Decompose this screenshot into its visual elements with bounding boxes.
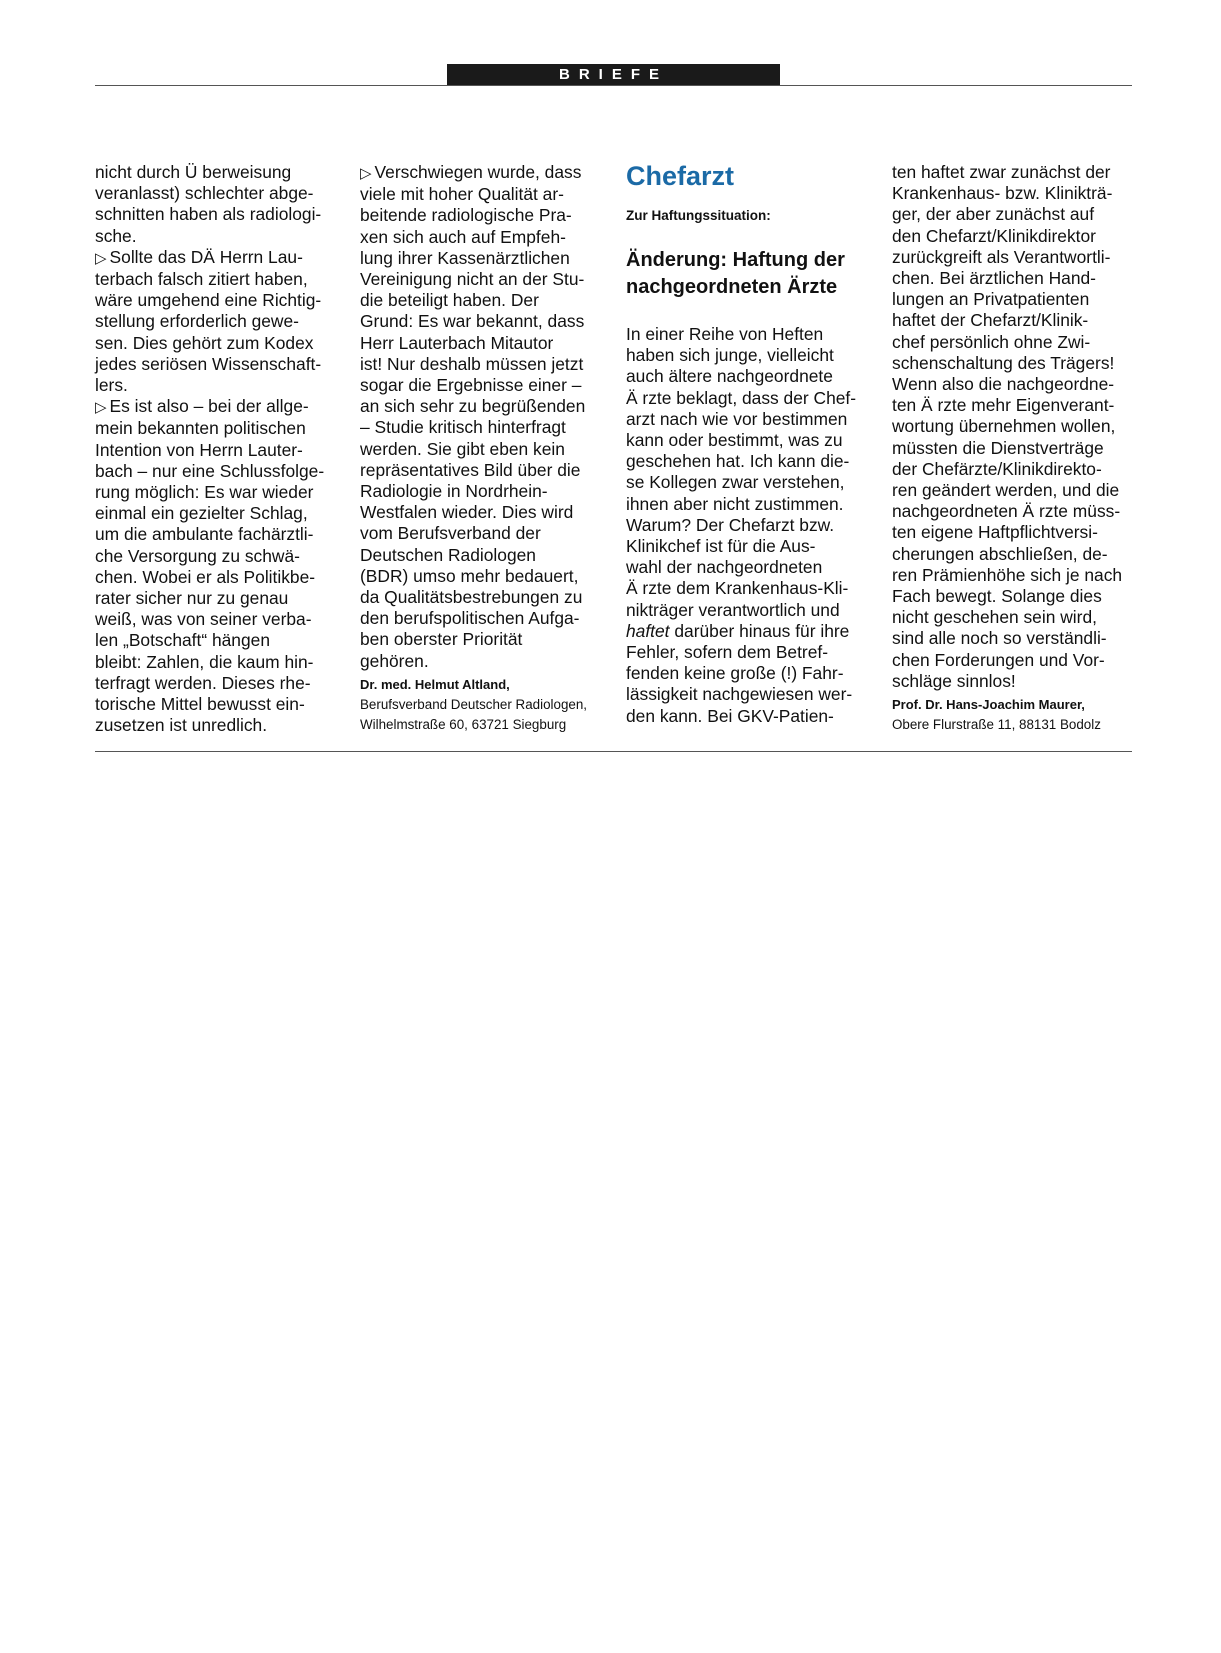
text-line: torische Mittel bewusst ein- xyxy=(95,694,305,715)
text-line: nicht geschehen sein wird, xyxy=(892,607,1097,628)
text-line: den berufspolitischen Aufga- xyxy=(360,608,580,629)
text-line: chen. Wobei er als Politikbe- xyxy=(95,566,316,587)
text-line: se Kollegen zwar verstehen, xyxy=(626,472,845,493)
text-line: an sich sehr zu begrüßenden xyxy=(360,396,586,417)
text-line: mein bekannten politischen xyxy=(95,418,306,439)
column-3 xyxy=(626,162,871,727)
bullet-line xyxy=(360,162,605,184)
text-line: Klinikchef ist für die Aus- xyxy=(626,536,816,557)
bullet-line xyxy=(95,396,340,418)
text-line: Wenn also die nachgeordne- xyxy=(892,374,1115,395)
text-line: haftet der Chefarzt/Klinik- xyxy=(892,310,1089,331)
italic-word: haftet xyxy=(626,620,670,641)
text-line: ren Prämienhöhe sich je nach xyxy=(892,564,1123,585)
bullet-line xyxy=(95,247,340,269)
text-line: nicht durch Ü berweisung xyxy=(95,162,292,182)
text-line: Warum? Der Chefarzt bzw. xyxy=(626,514,835,535)
text-line: viele mit hoher Qualität ar- xyxy=(360,184,564,205)
text-line: xen sich auch auf Empfeh- xyxy=(360,226,566,247)
text-line: stellung erforderlich gewe- xyxy=(95,311,299,332)
text-line: lung ihrer Kassenärztlichen xyxy=(360,247,570,268)
text-line: bach – nur eine Schlussfolge- xyxy=(95,460,325,481)
text-line: chen. Bei ärztlichen Hand- xyxy=(892,268,1096,289)
signature-address: Berufsverband Deutscher Radiologen, xyxy=(360,696,588,712)
text-line: rater sicher nur zu genau xyxy=(95,588,289,609)
text-line: müssten die Dienstverträge xyxy=(892,437,1104,458)
text-line: geschehen hat. Ich kann die- xyxy=(626,451,850,472)
text-line: den kann. Bei GKV-Patien- xyxy=(626,705,834,726)
text-line: ben oberster Priorität xyxy=(360,629,523,650)
text-line: ihnen aber nicht zustimmen. xyxy=(626,493,844,514)
header-rule xyxy=(95,85,1132,86)
text-line: zurückgreift als Verantwortli- xyxy=(892,246,1111,267)
text-line: vom Berufsverband der xyxy=(360,523,541,544)
text-line: Radiologie in Nordrhein- xyxy=(360,481,548,502)
text-line: arzt nach wie vor bestimmen xyxy=(626,408,848,429)
footer-rule xyxy=(95,751,1132,752)
text-line: Fach bewegt. Solange dies xyxy=(892,586,1102,607)
text-line: ten eigene Haftpflichtversi- xyxy=(892,522,1098,543)
text-line: Deutschen Radiologen xyxy=(360,544,536,565)
text-line: (BDR) umso mehr bedauert, xyxy=(360,565,579,586)
text-line: veranlasst) schlechter abge- xyxy=(95,183,314,204)
subrubric: Zur Haftungssituation: xyxy=(626,208,771,223)
text-line: haben sich junge, vielleicht xyxy=(626,345,834,366)
text-line: cherungen abschließen, de- xyxy=(892,543,1108,564)
signature-name: Dr. med. Helmut Altland, xyxy=(360,676,510,692)
text-line: schenschaltung des Trägers! xyxy=(892,352,1115,373)
letter-headline xyxy=(626,247,871,301)
signature-address: Wilhelmstraße 60, 63721 Siegburg xyxy=(360,717,567,733)
text-line: ten haftet zwar zunächst der xyxy=(892,162,1111,182)
triangle-bullet-icon: ▷ xyxy=(360,165,372,182)
text-line: Ä rzte beklagt, dass der Chef- xyxy=(626,387,857,408)
text-line: terbach falsch zitiert haben, xyxy=(95,269,308,290)
text-line: – Studie kritisch hinterfragt xyxy=(360,417,566,438)
signature-name: Prof. Dr. Hans-Joachim Maurer, xyxy=(892,697,1085,713)
column-2 xyxy=(360,162,605,736)
triangle-bullet-icon: ▷ xyxy=(95,249,107,267)
text-line: chen Forderungen und Vor- xyxy=(892,649,1105,670)
text-line: der Chefärzte/Klinikdirekto- xyxy=(892,458,1102,479)
text-line: sche. xyxy=(95,225,137,246)
text-line: wortung übernehmen wollen, xyxy=(892,416,1116,437)
text-line: wahl der nachgeordneten xyxy=(626,557,823,578)
text-line: Es ist also – bei der allge- xyxy=(109,396,309,417)
text-line: einmal ein gezielter Schlag, xyxy=(95,503,308,524)
text-line: fenden keine große (!) Fahr- xyxy=(626,663,844,684)
text-line: Ä rzte dem Krankenhaus-Kli- xyxy=(626,578,849,599)
triangle-bullet-icon: ▷ xyxy=(95,399,107,417)
text-line: den Chefarzt/Klinikdirektor xyxy=(892,225,1096,246)
rubric-title: Chefarzt xyxy=(626,161,735,191)
text-line: werden. Sie gibt eben kein xyxy=(360,438,565,459)
text-line: weiß, was von seiner verba- xyxy=(95,609,312,630)
text-line: chef persönlich ohne Zwi- xyxy=(892,331,1091,352)
text-line: len „Botschaft“ hängen xyxy=(95,630,270,651)
text-line: ist! Nur deshalb müssen jetzt xyxy=(360,353,584,374)
letter-body xyxy=(626,324,871,727)
text-line: schnitten haben als radiologi- xyxy=(95,204,322,225)
text-line: In einer Reihe von Heften xyxy=(626,324,824,344)
text-line: sogar die Ergebnisse einer – xyxy=(360,375,582,396)
text-line: nikträger verantwortlich und xyxy=(626,599,840,620)
text-line: sind alle noch so verständli- xyxy=(892,628,1107,649)
text-line: sen. Dies gehört zum Kodex xyxy=(95,332,314,353)
text-line: ren geändert werden, und die xyxy=(892,480,1120,501)
text-line: rung möglich: Es war wieder xyxy=(95,482,314,503)
section-header: BRIEFE xyxy=(447,64,780,85)
text-line: terfragt werden. Dieses rhe- xyxy=(95,672,311,693)
text-line: repräsentatives Bild über die xyxy=(360,459,581,480)
text-line: nachgeordneten Ä rzte müss- xyxy=(892,501,1121,522)
text-line: jedes seriösen Wissenschaft- xyxy=(95,353,322,374)
text-line: beitende radiologische Pra- xyxy=(360,205,572,226)
signature-address: Obere Flurstraße 11, 88131 Bodolz xyxy=(892,717,1101,733)
text-line: schläge sinnlos! xyxy=(892,670,1016,691)
text-line: da Qualitätsbestrebungen zu xyxy=(360,587,583,608)
text-line: lässigkeit nachgewiesen wer- xyxy=(626,684,853,705)
text-line: Intention von Herrn Lauter- xyxy=(95,439,303,460)
text-line: Vereinigung nicht an der Stu- xyxy=(360,269,585,290)
text-line: Westfalen wieder. Dies wird xyxy=(360,502,574,523)
text-line: auch ältere nachgeordnete xyxy=(626,366,833,387)
text-line: ger, der aber zunächst auf xyxy=(892,204,1095,225)
text-line: zusetzen ist unredlich. xyxy=(95,715,268,736)
text-line: wäre umgehend eine Richtig- xyxy=(95,290,322,311)
text-line xyxy=(626,621,871,642)
headline-line: Änderung: Haftung der xyxy=(626,249,845,271)
text-line: Sollte das DÄ Herrn Lau- xyxy=(109,246,303,267)
column-1 xyxy=(95,162,340,736)
text-line: die beteiligt haben. Der xyxy=(360,290,539,311)
text-line: Fehler, sofern dem Betref- xyxy=(626,642,829,663)
column-4 xyxy=(892,162,1137,736)
text-fragment: darüber hinaus für ihre xyxy=(669,620,850,641)
text-line: ten Ä rzte mehr Eigenverant- xyxy=(892,395,1115,416)
text-line: Krankenhaus- bzw. Klinikträ- xyxy=(892,183,1113,204)
text-line: Grund: Es war bekannt, dass xyxy=(360,311,585,332)
text-line: Verschwiegen wurde, dass xyxy=(374,162,582,182)
text-line: lungen an Privatpatienten xyxy=(892,289,1090,310)
text-line: um die ambulante fachärztli- xyxy=(95,524,314,545)
text-line: Herr Lauterbach Mitautor xyxy=(360,332,554,353)
headline-line: nachgeordneten Ärzte xyxy=(626,276,838,298)
text-line: lers. xyxy=(95,375,128,396)
text-line: bleibt: Zahlen, die kaum hin- xyxy=(95,651,314,672)
text-line: gehören. xyxy=(360,650,429,671)
text-line: che Versorgung zu schwä- xyxy=(95,545,300,566)
text-line: kann oder bestimmt, was zu xyxy=(626,430,843,451)
